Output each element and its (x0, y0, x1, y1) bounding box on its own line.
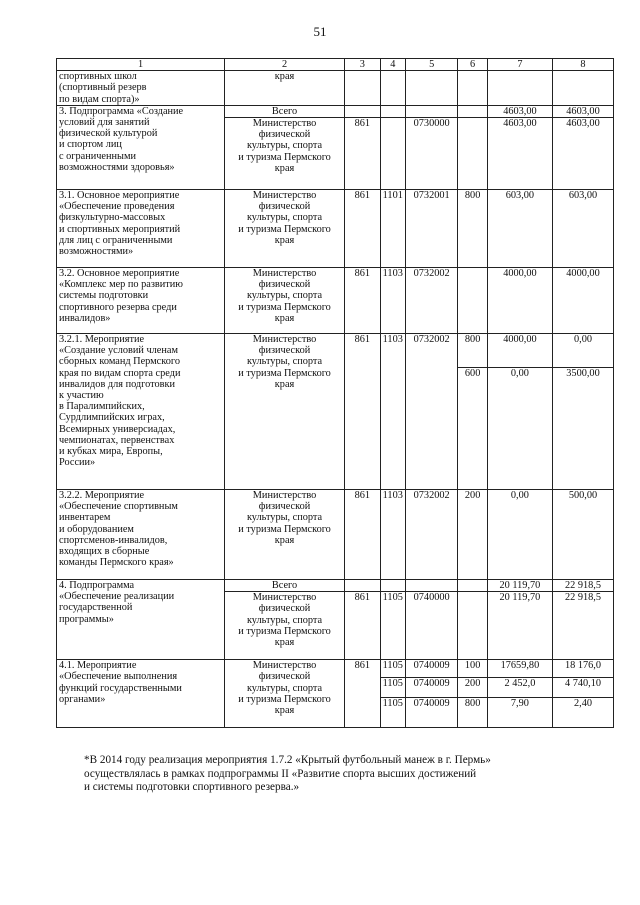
total-value-8: 22 918,5 (553, 580, 614, 592)
code-cell: 800 (458, 190, 487, 268)
value-cell: 0,00 (487, 368, 552, 490)
empty-cell (405, 580, 458, 592)
org-line: физической (258, 201, 311, 213)
org-cell (225, 660, 345, 728)
org-cell (225, 490, 345, 580)
value-cell: 17659,80 (487, 660, 552, 678)
value-cell: 4603,00 (553, 118, 614, 190)
name-line: 3.1. Основное мероприятие (59, 190, 180, 202)
org-line: и туризма Пермского (238, 301, 331, 313)
code-cell: 0732002 (405, 490, 458, 580)
name-line: входящих в сборные (59, 546, 150, 558)
code-cell: 861 (344, 190, 380, 268)
name-line: в Паралимпийских, (59, 401, 145, 413)
empty-cell (458, 71, 487, 106)
empty-cell (553, 71, 614, 106)
name-line: 3.2.2. Мероприятие (59, 490, 145, 502)
table-row (57, 490, 614, 580)
name-line: по видам спорта)» (59, 93, 140, 105)
name-line: 3. Подпрограмма «Создание (59, 105, 184, 117)
value-cell: 603,00 (487, 190, 552, 268)
code-cell: 861 (344, 592, 380, 660)
name-line: «Создание условий членам (59, 345, 178, 357)
org-line: края (274, 705, 295, 717)
name-line: «Обеспечение реализации (59, 591, 175, 603)
col-header: 2 (225, 59, 345, 71)
code-cell: 861 (344, 268, 380, 334)
code-cell: 0732002 (405, 268, 458, 334)
row-name-cell (57, 490, 225, 580)
name-line: 4. Подпрограмма (59, 580, 135, 592)
name-line: спортивного резерва среди (59, 301, 177, 313)
code-cell (458, 592, 487, 660)
name-line: 4.1. Мероприятие (59, 660, 137, 672)
name-line: «Комплекс мер по развитию (59, 279, 183, 291)
name-line: 3.2.1. Мероприятие (59, 334, 145, 346)
code-cell: 1105 (380, 698, 405, 728)
org-line: физической (258, 501, 311, 513)
name-line: края по видам спорта среди (59, 367, 181, 379)
org-line: культуры, спорта (246, 290, 323, 302)
empty-cell (380, 71, 405, 106)
empty-cell (344, 580, 380, 592)
org-line: физической (258, 345, 311, 357)
code-cell: 100 (458, 660, 487, 678)
value-cell: 4603,00 (487, 118, 552, 190)
code-cell (458, 118, 487, 190)
name-line: возможностями» (59, 246, 134, 258)
name-line: инвентарем (59, 512, 111, 524)
footnote-line: *В 2014 году реализация мероприятия 1.7.2 «Крытый футбольный манеж в г. Пермь» (84, 754, 491, 766)
col-header: 6 (458, 59, 487, 71)
org-cell (225, 71, 345, 106)
col-header: 1 (57, 59, 225, 71)
code-cell: 1103 (380, 268, 405, 334)
org-line: и туризма Пермского (238, 625, 331, 637)
org-cell (225, 190, 345, 268)
org-line: края (274, 312, 295, 324)
org-line: края (274, 637, 295, 649)
table-row (57, 190, 614, 268)
value-cell: 603,00 (553, 190, 614, 268)
org-line: Министерство (252, 118, 317, 130)
name-line: и спортивных мероприятий (59, 223, 181, 235)
code-cell: 0740009 (405, 660, 458, 678)
name-line: для лиц с ограниченными (59, 234, 173, 246)
page-number: 51 (313, 24, 327, 39)
footnote-line: и системы подготовки спортивного резерва.» (84, 781, 300, 794)
value-cell: 0,00 (553, 334, 614, 368)
org-line: края (274, 162, 295, 174)
empty-cell (344, 105, 380, 117)
org-line: и туризма Пермского (238, 223, 331, 235)
table-row (57, 660, 614, 678)
value-cell: 22 918,5 (553, 592, 614, 660)
org-cell (225, 334, 345, 490)
value-cell: 18 176,0 (553, 660, 614, 678)
name-line: программы» (59, 613, 114, 625)
value-cell: 2 452,0 (487, 678, 552, 698)
code-cell (380, 118, 405, 190)
name-line: (спортивный резерв (59, 82, 147, 94)
total-value-7: 20 119,70 (487, 580, 552, 592)
name-line: 3.2. Основное мероприятие (59, 268, 180, 280)
name-line: физкультурно-массовых (59, 212, 166, 224)
name-line: «Обеспечение выполнения (59, 671, 178, 683)
code-cell: 861 (344, 334, 380, 490)
header-row (57, 59, 614, 71)
empty-cell (458, 105, 487, 117)
org-cell (225, 592, 345, 660)
code-cell: 200 (458, 490, 487, 580)
org-line: Министерство (252, 490, 317, 502)
table-row (57, 268, 614, 334)
org-line: и туризма Пермского (238, 693, 331, 705)
code-cell: 861 (344, 118, 380, 190)
name-line: России» (59, 457, 96, 469)
name-line: функций государственными (59, 682, 182, 694)
empty-cell (487, 71, 552, 106)
col-header: 5 (405, 59, 458, 71)
row-name-cell (57, 190, 225, 268)
name-line: спортсменов-инвалидов, (59, 534, 168, 546)
value-cell: 4000,00 (487, 334, 552, 368)
name-line: возможностями здоровья» (59, 161, 175, 173)
row-name-cell (57, 580, 225, 660)
empty-cell (458, 580, 487, 592)
code-cell: 1105 (380, 592, 405, 660)
row-name-cell (57, 71, 225, 106)
name-line: условий для занятий (59, 117, 150, 129)
code-cell: 1103 (380, 490, 405, 580)
name-line: инвалидов для подготовки (59, 378, 176, 390)
org-line: культуры, спорта (246, 356, 323, 368)
name-line: Сурдлимпийских играх, (59, 412, 165, 424)
name-line: «Обеспечение спортивным (59, 501, 178, 513)
budget-table (56, 58, 614, 728)
code-cell: 0732002 (405, 334, 458, 490)
name-line: к участию (59, 390, 104, 402)
table-row (57, 580, 614, 592)
name-line: и кубках мира, Европы, (59, 446, 163, 458)
org-line: физической (258, 671, 311, 683)
total-value-7: 4603,00 (487, 105, 552, 117)
name-line: Всемирных универсиадах, (59, 423, 176, 435)
code-cell: 0740009 (405, 698, 458, 728)
table-row (57, 71, 614, 106)
org-line: физической (258, 279, 311, 291)
code-cell: 800 (458, 334, 487, 368)
name-line: инвалидов» (59, 312, 111, 324)
row-name-cell (57, 268, 225, 334)
org-line: культуры, спорта (246, 512, 323, 524)
table-row (57, 334, 614, 368)
code-cell: 861 (344, 660, 380, 728)
org-line: культуры, спорта (246, 614, 323, 626)
empty-cell (380, 105, 405, 117)
name-line: спортивных школ (59, 71, 137, 83)
empty-cell (380, 580, 405, 592)
value-cell: 20 119,70 (487, 592, 552, 660)
org-line: Министерство (252, 592, 317, 604)
name-line: команды Пермского края» (59, 557, 174, 569)
empty-cell (405, 105, 458, 117)
name-line: сборных команд Пермского (59, 356, 180, 368)
name-line: государственной (59, 602, 133, 614)
org-line: и туризма Пермского (238, 523, 331, 535)
code-cell: 0740009 (405, 678, 458, 698)
code-cell: 0740000 (405, 592, 458, 660)
value-cell: 4000,00 (553, 268, 614, 334)
table-row (57, 105, 614, 117)
org-line: физической (258, 603, 311, 615)
col-header: 4 (380, 59, 405, 71)
org-line: края (274, 534, 295, 546)
org-line: и туризма Пермского (238, 367, 331, 379)
empty-cell (344, 71, 380, 106)
value-cell: 4 740,10 (553, 678, 614, 698)
org-line: культуры, спорта (246, 140, 323, 152)
org-line: физической (258, 129, 311, 141)
value-cell: 2,40 (553, 698, 614, 728)
name-line: «Обеспечение проведения (59, 201, 175, 213)
org-line: Министерство (252, 334, 317, 346)
footnote-line: осуществлялась в рамках подпрограммы II «Развитие спорта высших достижений (84, 767, 477, 780)
name-line: с ограниченными (59, 150, 136, 162)
org-line: культуры, спорта (246, 682, 323, 694)
value-cell: 3500,00 (553, 368, 614, 490)
total-value-8: 4603,00 (553, 105, 614, 117)
code-cell (458, 268, 487, 334)
org-line: культуры, спорта (246, 212, 323, 224)
org-cell (225, 268, 345, 334)
org-line: Министерство (252, 660, 317, 672)
code-cell: 200 (458, 678, 487, 698)
name-line: органами» (59, 693, 106, 705)
name-line: системы подготовки (59, 290, 149, 302)
code-cell: 0732001 (405, 190, 458, 268)
value-cell: 500,00 (553, 490, 614, 580)
org-line: края (274, 378, 295, 390)
name-line: физической культурой (59, 128, 158, 140)
row-name-cell (57, 660, 225, 728)
col-header: 8 (553, 59, 614, 71)
code-cell: 600 (458, 368, 487, 490)
total-label-cell: Всего (225, 105, 345, 117)
code-cell: 1105 (380, 678, 405, 698)
code-cell: 800 (458, 698, 487, 728)
org-line: и туризма Пермского (238, 151, 331, 163)
row-name-cell (57, 105, 225, 189)
col-header: 3 (344, 59, 380, 71)
value-cell: 4000,00 (487, 268, 552, 334)
col-header: 7 (487, 59, 552, 71)
org-line: края (274, 71, 295, 83)
name-line: и оборудованием (59, 523, 134, 535)
org-line: края (274, 234, 295, 246)
code-cell: 1103 (380, 334, 405, 490)
footnote (84, 754, 596, 795)
row-name-cell (57, 334, 225, 490)
value-cell: 0,00 (487, 490, 552, 580)
name-line: и спортом лиц (59, 139, 122, 151)
total-label-cell: Всего (225, 580, 345, 592)
code-cell: 0730000 (405, 118, 458, 190)
org-line: Министерство (252, 190, 317, 202)
name-line: чемпионатах, первенствах (59, 434, 175, 446)
code-cell: 1105 (380, 660, 405, 678)
org-cell (225, 118, 345, 190)
value-cell: 7,90 (487, 698, 552, 728)
org-line: Министерство (252, 268, 317, 280)
code-cell: 861 (344, 490, 380, 580)
empty-cell (405, 71, 458, 106)
code-cell: 1101 (380, 190, 405, 268)
